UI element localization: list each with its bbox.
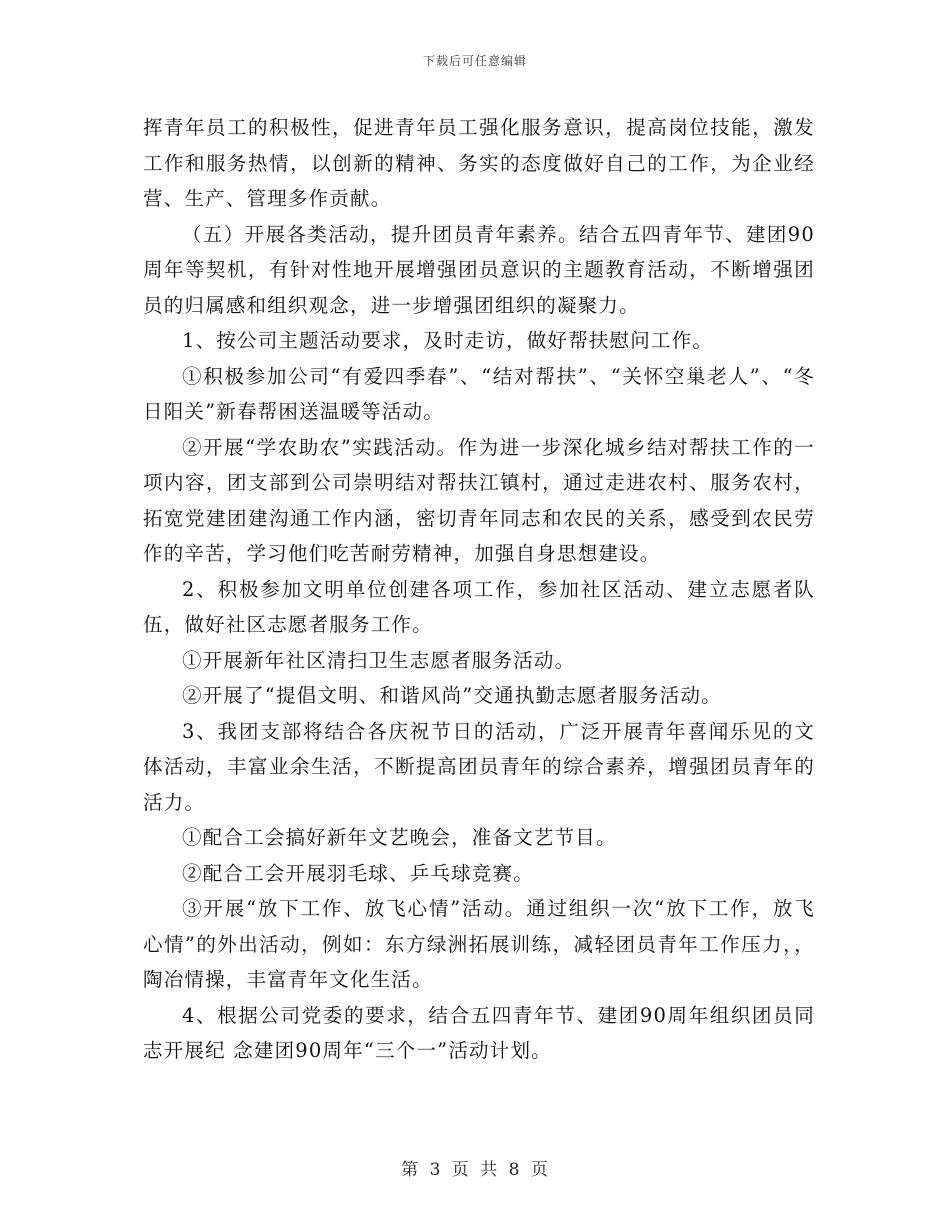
paragraph-item-2-sub-1: ①开展新年社区清扫卫生志愿者服务活动。 xyxy=(182,648,576,672)
paragraph-item-3: 3、我团支部将结合各庆祝节日的活动，广泛开展青年喜闻乐见的文体活动，丰富业余生活，不断提高团员青年的综合素养，增强团员青年的活力。 xyxy=(143,719,815,814)
paragraph-item-1: 1、按公司主题活动要求，及时走访，做好帮扶慰问工作。 xyxy=(182,329,714,352)
paragraph-item-3-sub-3: ③开展“放下工作、放飞心情”活动。通过组织一次“放下工作，放飞心情”的外出活动，例如：东方绿洲拓展训练，减轻团员青年工作压力，，陶冶情操，丰富青年文化生活。 xyxy=(143,897,815,991)
page-number: 第 3 页 共 8 页 xyxy=(401,1160,549,1180)
paragraph-item-2: 2、积极参加文明单位创建各项工作，参加社区活动、建立志愿者队伍，做好社区志愿者服务工作。 xyxy=(143,577,815,636)
paragraph-item-4: 4、根据公司党委的要求，结合五四青年节、建团90周年组织团员同志开展纪 念建团90周年“三个一”活动计划。 xyxy=(143,1003,815,1062)
paragraph-item-3-sub-2: ②配合工会开展羽毛球、乒乓球竞赛。 xyxy=(182,861,534,885)
paragraph-section-five: （五）开展各类活动，提升团员青年素养。结合五四青年节、建团90周年等契机，有针对性地开展增强团员意识的主题教育活动，不断增强团员的归属感和组织观念，进一步增强团组织的凝聚力。 xyxy=(143,222,815,317)
paragraph-item-1-sub-1: ①积极参加公司“有爱四季春”、“结对帮扶”、“关怀空巢老人”、“冬日阳关”新春帮困送温暖等活动。 xyxy=(143,364,815,423)
paragraph-continuation: 挥青年员工的积极性，促进青年员工强化服务意识，提高岗位技能，激发工作和服务热情，以创新的精神、务实的态度做好自己的工作，为企业经营、生产、管理多作贡献。 xyxy=(143,116,815,210)
paragraph-item-2-sub-2: ②开展了“提倡文明、和谐风尚”交通执勤志愿者服务活动。 xyxy=(182,684,722,707)
document-body xyxy=(143,110,815,1069)
page-header: 下载后可任意编辑 xyxy=(422,54,527,68)
paragraph-item-1-sub-2: ②开展“学农助农”实践活动。作为进一步深化城乡结对帮扶工作的一项内容，团支部到公司崇明结对帮扶江镇村，通过走进农村、服务农村，拓宽党建团建沟通工作内涵，密切青年同志和农民的关系，感受到农民劳作的辛苦，学习他们吃苦耐劳精神，加强自身思想建设。 xyxy=(143,435,815,565)
paragraph-item-3-sub-1: ①配合工会搞好新年文艺晚会，准备文艺节目。 xyxy=(182,826,617,849)
